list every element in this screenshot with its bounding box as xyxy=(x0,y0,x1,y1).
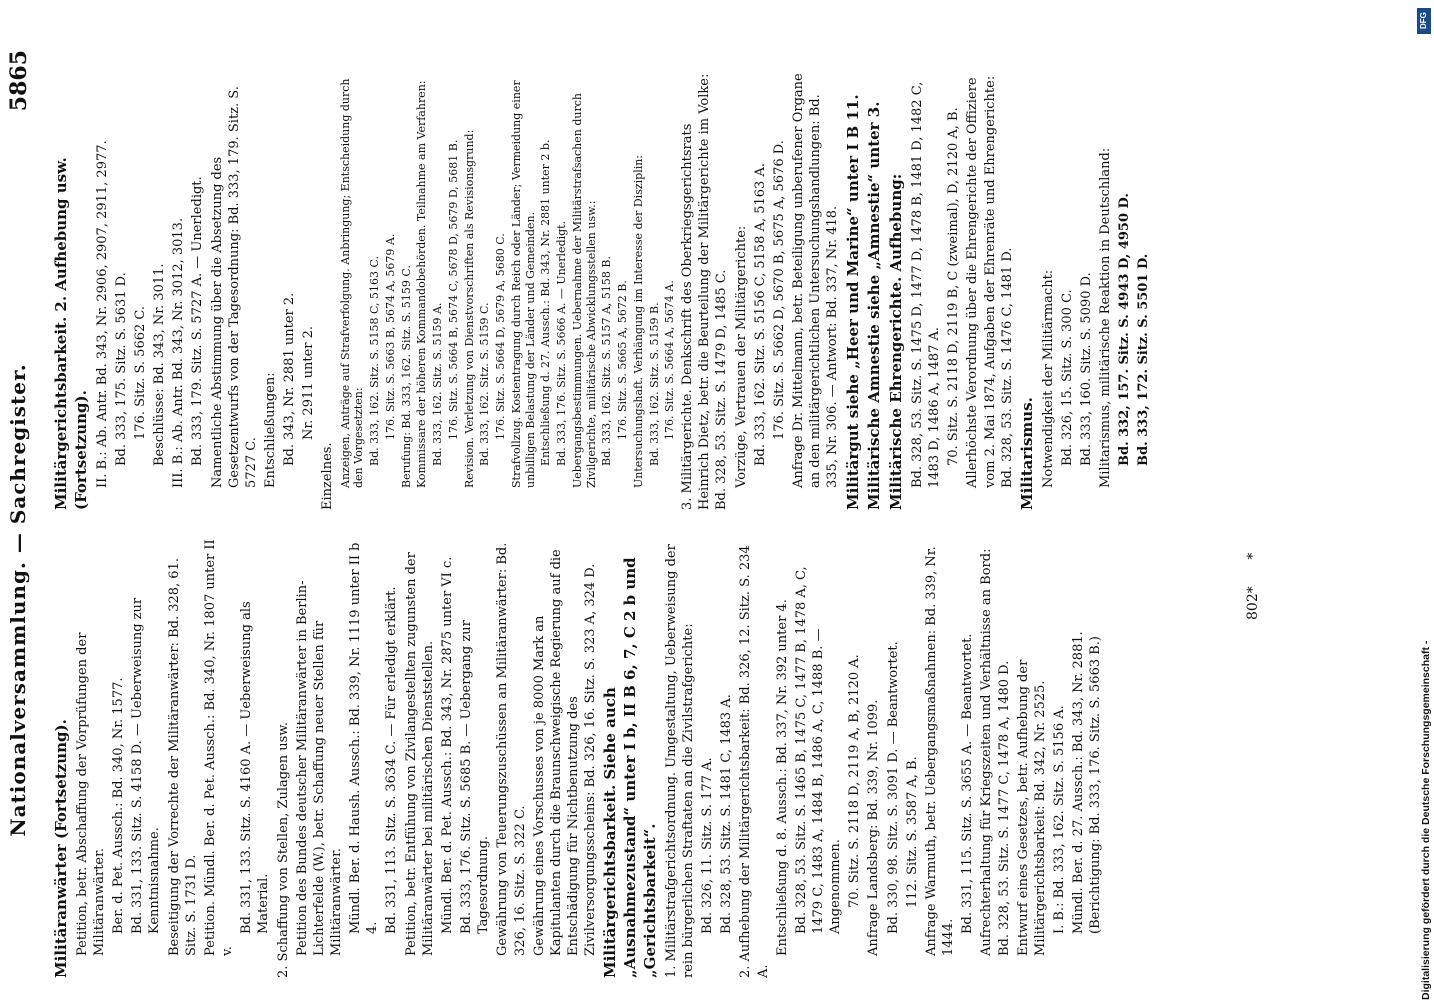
index-line: 176. Sitz. S. 5662 D, 5670 B, 5675 A, 5676 D. xyxy=(771,140,787,440)
entry-heading: Militärgut siehe „Heer und Marine“ unter I B 11. xyxy=(843,94,862,510)
index-line: Entschließung d. 27. Aussch.: Bd. 343, Nr. 2881 unter 2 b. xyxy=(539,139,553,466)
index-line: Bd. 333, 176. Sitz. S. 5685 B. — Uebergang zur Tagesordnung. xyxy=(459,620,492,934)
entry-heading: Militärische Amnestie siehe „Amnestie“ unter 3. xyxy=(865,101,884,510)
index-line: Aufrechterhaltung für Kriegszeiten und Verhältnisse an Bord: Bd. 328, 53. Sitz. S. 1477 C, 1478 A, 1480 D. xyxy=(979,548,1012,956)
index-line: Bd. 328, 53. Sitz. S. 1481 C, 1483 A. xyxy=(719,694,735,934)
index-line: Bd. 333, 162. Sitz. S. 5159 B. xyxy=(647,302,661,466)
index-line: Bd. 333, 175. Sitz. S. 5631 D. xyxy=(113,272,129,466)
index-line: Bd. 333, 162. Sitz. S. 5159 A. xyxy=(431,302,445,466)
index-line: Bd. 333, 160. Sitz. S. 5090 D. xyxy=(1078,272,1094,466)
index-line: Bd. 333, 179. Sitz. S. 5727 A. — Unerledigt. xyxy=(190,176,206,466)
index-line: Bd. 331, 115. Sitz. S. 3655 A. — Beantwortet. xyxy=(960,633,976,934)
index-line: 176. Sitz. S. 5664 B, 5674 C, 5678 D, 5679 D, 5681 B. xyxy=(446,139,460,440)
index-line: Ber. d. Pet. Aussch.: Bd. 340, Nr. 1577. xyxy=(111,677,127,934)
index-line: 2. Aufhebung der Militärgerichtsbarkeit: Bd. 326, 12. Sitz. S. 234 A. xyxy=(738,545,771,978)
index-line: Bd. 326, 11. Sitz. S. 177 A. xyxy=(700,757,716,934)
index-line: 176. Sitz. S. 5664 A, 5674 A. xyxy=(663,280,677,440)
index-line: Nr. 2911 unter 2. xyxy=(301,325,317,440)
index-line: Petition. Mündl. Ber. d. Pet. Aussch.: Bd. 340, Nr. 1807 unter II v. xyxy=(202,539,236,956)
index-line: Kommissare der höheren Kommandobehörden. Teilnahme am Verfahren: xyxy=(415,80,429,488)
page-header-title: Nationalversammlung. — Sachregister. xyxy=(6,363,30,837)
index-line: Bd. 331, 133. Sitz. S. 4160 A. — Ueberweisung als Material. xyxy=(239,601,272,934)
index-line: Entwurf eines Gesetzes, betr. Aufhebung der Militärgerichtsbarkeit: Bd. 342, Nr. 2525. xyxy=(1015,659,1048,956)
rotated-page xyxy=(0,40,1400,1000)
index-line: Vorzüge, Vertrauen der Militärgerichte: xyxy=(733,225,749,488)
index-line: Mündl. Ber. d. Haush. Aussch.: Bd. 339, Nr. 1119 unter II b 4. xyxy=(348,542,381,934)
index-line: Berufung: Bd. 333, 162. Sitz. S. 5159 C. xyxy=(399,265,413,488)
index-line: Anfrage Landsberg: Bd. 339, Nr. 1099. xyxy=(866,699,882,956)
star-mark: * xyxy=(1245,552,1261,560)
index-line: Bd. 333, 176. Sitz. S. 5666 A. — Unerledigt. xyxy=(555,220,569,466)
index-line: 3. Militärgerichte. Denkschrift des Oberkriegsgerichtsrats Heinrich Dietz, betr. die Beurteilung der Militärgerichte im Volke: Bd. 328, 53. Sitz. S. 1479 D, 1485 C. xyxy=(680,73,730,510)
index-line: Bd. 343, Nr. 2881 unter 2. xyxy=(282,292,298,466)
page-signature xyxy=(1245,553,1261,620)
entry-heading: Militarismus. xyxy=(1017,397,1036,510)
index-line: Bd. 333, 162. Sitz. S. 5157 A, 5158 B. xyxy=(600,256,614,466)
index-line: Bd. 328, 53. Sitz. S. 1475 D, 1477 D, 1478 B, 1481 D, 1482 C, 1483 D, 1486 A, 1487 A. xyxy=(909,81,943,488)
digitization-note xyxy=(1420,0,1434,1000)
index-line: Einzelnes. xyxy=(320,442,336,510)
index-line: 70. Sitz. S. 2118 D, 2119 A, B, 2120 A. xyxy=(847,654,863,908)
index-line: Uebergangsbestimmungen. Uebernahme der Militärstrafsachen durch Zivilgerichte, militärische Abwicklungsstellen usw.: xyxy=(570,93,598,488)
index-line: Mündl. Ber. d. Pet. Aussch.: Bd. 343, Nr. 2875 unter VI c. xyxy=(439,556,455,934)
index-line: Anfrage Dr. Mittelmann, betr. Beteiligung unberufener Organe an den militärgerichtlichen Untersuchungshandlungen: Bd. 335, Nr. 306. — Antwort: Bd. 337, Nr. 418. xyxy=(791,73,841,488)
index-line: Untersuchungshaft. Verhängung im Interesse der Disziplin: xyxy=(631,154,645,488)
index-line: Anfrage Warmuth, betr. Uebergangsmaßnahmen: Bd. 339, Nr. 1444. xyxy=(923,546,957,956)
index-line: II. B.: Ab. Antr. Bd. 343, Nr. 2906, 2907, 2911, 2977. xyxy=(94,140,110,488)
index-line: Revision. Verletzung von Dienstvorschriften als Revisionsgrund: xyxy=(462,129,476,488)
index-line: 2. Schaffung von Stellen, Zulagen usw. xyxy=(275,721,291,978)
digitization-note-text: Digitalisierung gefördert durch die Deutsche Forschungsgemeinschaft - xyxy=(1420,640,1432,1000)
index-line: 70. Sitz. S. 2118 D, 2119 B, C (zweimal), D, 2120 A, B. xyxy=(946,107,962,466)
index-line: 176. Sitz. S. 5662 C. xyxy=(132,305,148,440)
index-line: Petition des Bundes deutscher Militäranwärter in Berlin-Lichterfelde (W.), betr. Schaffung neuer Stellen für Militäranwärter. xyxy=(294,580,344,956)
index-line: Bd. 331, 113. Sitz. S. 3634 C. — Für erledigt erklärt. xyxy=(384,586,400,934)
index-line: 112. Sitz. S. 3587 A, B. xyxy=(904,756,920,908)
index-line: Beschlüsse: Bd. 343, Nr. 3011. xyxy=(152,263,168,466)
index-line: Entschließung d. 8. Aussch.: Bd. 337, Nr. 392 unter 4. xyxy=(774,599,790,956)
index-line: III. B.: Ab. Antr. Bd. 343, Nr. 3012, 3013. xyxy=(171,217,187,488)
index-line: Petition, betr. Abschaffung der Vorprüfungen der Militäranwärter. xyxy=(74,632,107,956)
right-column-heading: Militärgerichtsbarkeit. 2. Aufhebung usw. (Fortsetzung). xyxy=(52,157,90,510)
index-line: 176. Sitz. S. 5665 A, 5672 B. xyxy=(616,280,630,440)
index-line: Militarismus, militärische Reaktion in Deutschland: xyxy=(1098,147,1114,488)
index-line: 176. Sitz. S. 5664 D, 5679 A, 5680 C. xyxy=(494,233,508,440)
signature-mark: 802* xyxy=(1245,586,1261,620)
index-line: Bd. 331, 133. Sitz. S. 4158 D. — Ueberweisung zur Kenntnisnahme. xyxy=(130,597,163,934)
index-line: Bd. 333, 162. Sitz. S. 5158 C, 5163 C. xyxy=(368,255,382,466)
index-line: Beseitigung der Vorrechte der Militäranwärter: Bd. 328, 61. Sitz. S. 1731 D. xyxy=(166,558,199,956)
left-column-heading: Militäranwärter (Fortsetzung). xyxy=(52,719,70,978)
index-line: Namentliche Abstimmung über die Absetzung des Gesetzentwurfs von der Tagesordnung: Bd. 333, 179. Sitz. S. 5727 C. xyxy=(209,86,259,488)
index-line: Allerhöchste Verordnung über die Ehrengerichte der Offiziere vom 2. Mai 1874, Aufgaben der Ehrenräte und Ehrengerichte: Bd. 328, 53. Sitz. S. 1476 C, 1481 D. xyxy=(965,75,1015,488)
index-line: 176. Sitz. S. 5663 B, 5674 A, 5679 A. xyxy=(383,233,397,440)
index-line: Bd. 330, 98. Sitz. S. 3091 D. — Beantwortet. xyxy=(885,641,901,934)
entry-heading: Militärische Ehrengerichte. Aufhebung: xyxy=(887,173,906,510)
index-line: Strafvollzug. Kostentragung durch Reich oder Länder; Vermeidung einer unbilligen Belastung der Länder und Gemeinden. xyxy=(509,80,537,488)
index-line: I. B.: Bd. 333, 162. Sitz. S. 5156 A. xyxy=(1052,705,1067,934)
index-line: Bd. 332, 157. Sitz. S. 4943 D, 4950 D. xyxy=(1117,193,1133,466)
index-line: Bd. 333, 162. Sitz. S. 5156 C, 5158 A, 5163 A. xyxy=(752,163,768,466)
entry-heading: Militärgerichtsbarkeit. Siehe auch „Ausnahmezustand“ unter I b, II B 6, 7, C 2 b und „Gerichtsbarkeit“. xyxy=(601,557,659,978)
dfg-logo: DFG xyxy=(1417,8,1431,34)
index-line: 1. Militärstrafgerichtsordnung. Umgestaltung, Ueberweisung der rein bürgerlichen Straftaten an die Zivilstrafgerichte: xyxy=(663,544,696,978)
index-line: Bd. 333, 162. Sitz. S. 5159 C. xyxy=(478,302,492,466)
index-line: Petition, betr. Entfühung von Zivilangestellten zugunsten der Militäranwärter bei militärischen Dienststellen. xyxy=(403,552,436,956)
index-line: Entschließungen: xyxy=(263,372,278,488)
index-line: Anzeigen, Anträge auf Strafverfolgung. Anbringung; Entscheidung durch den Vorgesetzten: xyxy=(338,78,366,488)
index-line: Mündl. Ber. d. 27. Aussch.: Bd. 343, Nr. 2881. (Berichtigung: Bd. 333, 176. Sitz. S. 5663 B.) xyxy=(1071,631,1104,934)
page-number: 5865 xyxy=(6,50,32,112)
index-line: Bd. 326, 15. Sitz. S. 300 C. xyxy=(1059,289,1075,466)
right-column xyxy=(52,70,1282,510)
index-line: Gewährung eines Vorschusses von je 8000 Mark an Kapitulanten durch die Braunschweigische Regierung auf die Entschädigung für Nichtbenutzung des Zivilversorgungsscheins: Bd. 326, 16. Sitz. S. 323 A, 324 D. xyxy=(531,549,599,956)
index-line: Bd. 333, 172. Sitz. S. 5501 D. xyxy=(1136,253,1152,466)
index-line: Bd. 328, 53. Sitz. S. 1465 B, 1475 C, 1477 B, 1478 A, C, 1479 C, 1483 A, 1484 B, 1486 A, C, 1488 B. — Angenommen. xyxy=(793,566,844,934)
index-line: Notwendigkeit der Militärmacht: xyxy=(1040,269,1056,488)
left-column xyxy=(52,538,1282,978)
index-line: Gewährung von Teuerungszuschüssen an Militäranwärter: Bd. 326, 16. Sitz. S. 322 C. xyxy=(495,542,528,956)
